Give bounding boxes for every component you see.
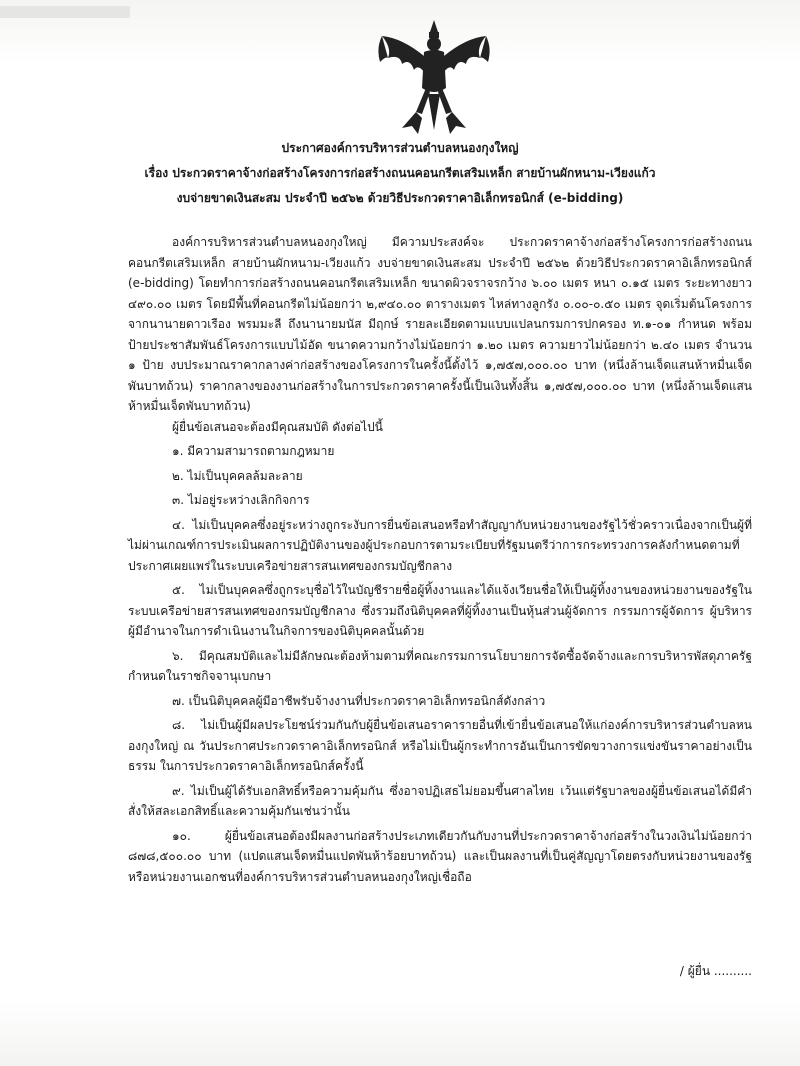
qualification-item: ๑. มีความสามารถตามกฎหมาย: [172, 444, 335, 458]
qualification-item: ๑๐. ผู้ยื่นข้อเสนอต้องมีผลงานก่อสร้างประเภทเดียวกันกับงานที่ประกวดราคาจ้างก่อสร้างในวงเงินไม่น้อยกว่า ๘๗๘,๕๐๐.๐๐ บาท (แปดแสนเจ็ดหมื่นแปดพันห้าร้อยบาทถ้วน) และเป็นผลงานที่เป็นคู่สัญญาโดยตรงกับหน่วยงานของรัฐ หรือหน่วยงานเอกชนที่องค์การบริหารส่วนตำบลหนองกุงใหญ่เชื่อถือ: [128, 828, 752, 884]
qualification-item: ๗. เป็นนิติบุคคลผู้มีอาชีพรับจ้างงานที่ประกวดราคาอิเล็กทรอนิกส์ดังกล่าว: [172, 693, 546, 708]
announcement-header: [0, 136, 800, 211]
qualification-item: ๘. ไม่เป็นผู้มีผลประโยชน์ร่วมกันกับผู้ยื่นข้อเสนอราคารายอื่นที่เข้ายื่นข้อเสนอให้แก่องค์การบริหารส่วนตำบลหนองกุงใหญ่ ณ วันประกาศประกวดราคาอิเล็กทรอนิกส์ หรือไม่เป็นผู้กระทำการอันเป็นการขัดขวางการแข่งขันราคาอย่างเป็นธรรม ในการประกวดราคาอิเล็กทรอนิกส์ครั้งนี้: [128, 718, 752, 773]
qualification-item: ๙. ไม่เป็นผู้ได้รับเอกสิทธิ์หรือความคุ้มกัน ซึ่งอาจปฏิเสธไม่ยอมขึ้นศาลไทย เว้นแต่รัฐบาลของผู้ยื่นข้อเสนอได้มีคำสั่งให้สละเอกสิทธิ์และความคุ้มกันเช่นว่านั้น: [128, 783, 752, 818]
qualification-item: ๕. ไม่เป็นบุคคลซึ่งถูกระบุชื่อไว้ในบัญชีรายชื่อผู้ทิ้งงานและได้แจ้งเวียนชื่อให้เป็นผู้ทิ้งงานของหน่วยงานของรัฐในระบบเครือข่ายสารสนเทศของกรมบัญชีกลาง ซึ่งรวมถึงนิติบุคคลที่ผู้ทิ้งงานเป็นหุ้นส่วนผู้จัดการ กรรมการผู้จัดการ ผู้บริหาร ผู้มีอำนาจในการดำเนินงานในกิจการของนิติบุคคลนั้นด้วย: [128, 583, 752, 638]
intro-paragraph: องค์การบริหารส่วนตำบลหนองกุงใหญ่ มีความประสงค์จะ ประกวดราคาจ้างก่อสร้างโครงการก่อสร้างถนนคอนกรีตเสริมเหล็ก สายบ้านผักหนาม-เวียงแก้ว งบจ่ายขาดเงินสะสม ประจำปี ๒๕๖๒ ด้วยวิธีประกวดราคาอิเล็กทรอนิกส์ (e-bidding) โดยทำการก่อสร้างถนนคอนกรีตเสริมเหล็ก ขนาดผิวจราจรกว้าง ๖.๐๐ เมตร หนา ๐.๑๕ เมตร ระยะทางยาว ๔๙๐.๐๐ เมตร โดยมีพื้นที่คอนกรีตไม่น้อยกว่า ๒,๙๔๐.๐๐ ตารางเมตร ไหล่ทางลูกรัง ๐.๐๐-๐.๕๐ เมตร จุดเริ่มต้นโครงการ จากนานายดาวเรือง พรมมะลี ถึงนานายมนัส มีฤกษ์ รายละเอียดตามแบบแปลนกรมการปกครอง ท.๑-๐๑ กำหนด พร้อมป้ายประชาสัมพันธ์โครงการแบบไม้อัด ขนาดความกว้างไม่น้อยกว่า ๑.๒๐ เมตร ความยาวไม่น้อยกว่า ๒.๔๐ เมตร จำนวน ๑ ป้าย งบประมาณราคากลางค่าก่อสร้างของโครงการในครั้งนี้ตั้งไว้ ๑,๗๕๗,๐๐๐.๐๐ บาท (หนึ่งล้านเจ็ดแสนห้าหมื่นเจ็ดพันบาทถ้วน) ราคากลางของงานก่อสร้างในการประกวดราคาครั้งนี้เป็นเงินทั้งสิ้น ๑,๗๕๗,๐๐๐.๐๐ บาท (หนึ่งล้านเจ็ดแสนห้าหมื่นเจ็ดพันบาทถ้วน): [128, 235, 752, 413]
qualification-item: ๓. ไม่อยู่ระหว่างเลิกกิจการ: [172, 493, 310, 507]
header-org-line: ประกาศองค์การบริหารส่วนตำบลหนองกุงใหญ่: [281, 141, 519, 155]
continuation-note: / ผู้ยื่น ..........: [679, 964, 752, 978]
scan-artifact: [0, 0, 140, 26]
garuda-emblem-icon: [372, 18, 496, 138]
announcement-body: [128, 232, 752, 887]
qualifications-intro: ผู้ยื่นข้อเสนอจะต้องมีคุณสมบัติ ดังต่อไปนี้: [172, 419, 383, 434]
header-subject-line: เรื่อง ประกวดราคาจ้างก่อสร้างโครงการก่อสร้างถนนคอนกรีตเสริมเหล็ก สายบ้านผักหนาม-เวียงแก้ว: [144, 166, 656, 180]
qualification-item: ๔. ไม่เป็นบุคคลซึ่งอยู่ระหว่างถูกระงับการยื่นข้อเสนอหรือทำสัญญากับหน่วยงานของรัฐไว้ชั่วคราวเนื่องจากเป็นผู้ที่ไม่ผ่านเกณฑ์การประเมินผลการปฏิบัติงานของผู้ประกอบการตามระเบียบที่รัฐมนตรีว่าการกระทรวงการคลังกำหนดตามที่ประกาศเผยแพร่ในระบบเครือข่ายสารสนเทศของกรมบัญชีกลาง: [128, 517, 752, 573]
qualification-item: ๖. มีคุณสมบัติและไม่มีลักษณะต้องห้ามตามที่คณะกรรมการนโยบายการจัดซื้อจัดจ้างและการบริหารพัสดุภาครัฐกำหนดในราชกิจจานุเบกษา: [128, 648, 752, 683]
header-budget-line: งบจ่ายขาดเงินสะสม ประจำปี ๒๕๖๒ ด้วยวิธีประกวดราคาอิเล็กทรอนิกส์ (e-bidding): [176, 191, 624, 205]
qualification-item: ๒. ไม่เป็นบุคคลล้มละลาย: [172, 468, 303, 483]
